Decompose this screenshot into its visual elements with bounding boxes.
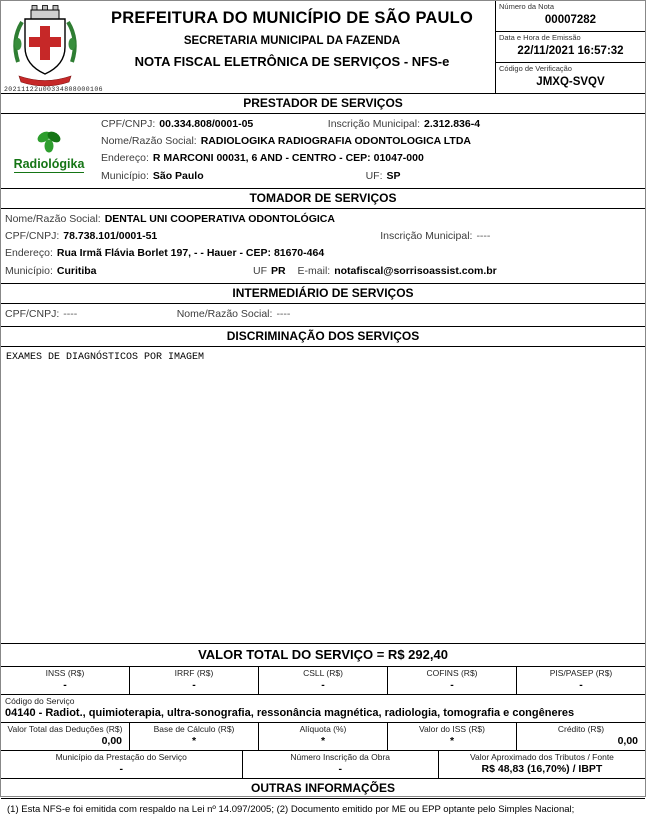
tomador-inscricao-municipal: Inscrição Municipal: ---- [380,230,491,243]
radiologika-logo-text: Radiológika [13,156,85,171]
impostos-table [1,667,645,695]
prestador-razao-social: Nome/Razão Social: RADIOLOGIKA RADIOGRAFIA ODONTOLOGICA LTDA [101,135,471,148]
codigo-verificacao-value: JMXQ-SVQV [536,76,605,88]
prestador-row-endereco [97,150,645,167]
sp-coat-of-arms-icon [1,1,89,93]
credito-cell: Crédito (R$) 0,00 [557,723,638,747]
barcode-text: 20211122u00334808000106 [4,86,103,93]
numero-nota-box [496,1,645,32]
tributos-fonte-cell: Valor Aproximado dos Tributos / Fonte R$ 48,83 (16,70%) / IBPT [469,751,614,775]
tomador-section [1,209,645,283]
prestador-municipio: Município: São Paulo [101,169,204,182]
discriminacao-section-title: DISCRIMINAÇÃO DOS SERVIÇOS [1,326,645,347]
intermediario-section [1,304,645,326]
valor-total-bar: VALOR TOTAL DO SERVIÇO = R$ 292,40 [1,643,645,667]
rodape-table [1,751,645,778]
inscricao-obra-cell: Número Inscrição da Obra - [243,751,439,778]
tomador-email: E-mail: notafiscal@sorrisoassist.com.br [297,264,497,277]
cofins-cell: COFINS (R$) - [388,667,517,694]
base-calculo-cell: Base de Cálculo (R$) * [130,723,259,750]
outras-section-title: OUTRAS INFORMAÇÕES [1,778,645,799]
prestador-endereco: Endereço: R MARCONI 00031, 6 AND - CENTRO - CEP: 01047-000 [101,152,424,165]
deducoes-table [1,723,645,751]
prestador-row-cnpj [97,116,645,133]
codigo-servico-value: 04140 - Radiot., quimioterapia, ultra-sonografia, ressonância magnética, radiologia, tomografia e congêneres [5,706,575,719]
prestador-fields [97,116,645,185]
codigo-verificacao-label: Código de Verificação [499,64,572,73]
intermediario-razao-social: Nome/Razão Social: ---- [176,307,291,320]
tomador-row-cnpj [1,228,645,245]
numero-nota-value: 00007282 [544,14,597,26]
irrf-cell: IRRF (R$) - [130,667,259,694]
prestador-cnpj: CPF/CNPJ: 00.334.808/0001-05 [101,118,254,130]
intermediario-cnpj: CPF/CNPJ: ---- [5,307,78,320]
radiologika-logo-icon [32,128,66,154]
data-emissao-box [496,32,645,63]
valor-iss-cell: Valor do ISS (R$) * [388,723,517,750]
codigo-servico-label: Código do Serviço [5,695,75,706]
tomador-section-title: TOMADOR DE SERVIÇOS [1,188,645,209]
document-title: NOTA FISCAL ELETRÔNICA DE SERVIÇOS - NFS-e [134,54,450,69]
tomador-municipio: Município: Curitiba [5,264,97,277]
header-titles [89,1,495,93]
outras-content: (1) Esta NFS-e foi emitida com respaldo na Lei nº 14.097/2005; (2) Documento emitido por ME ou EPP optante pelo Simples Nacional; [7,803,575,815]
codigo-verificacao-box [496,63,645,93]
header-info-column [495,1,645,93]
tomador-razao-social: Nome/Razão Social: DENTAL UNI COOPERATIVA ODONTOLÓGICA [5,212,335,225]
numero-nota-label: Número da Nota [499,2,555,11]
deducoes-cell: Valor Total das Deduções (R$) 0,00 [1,723,130,750]
prestador-section [1,114,645,188]
tomador-uf: UF PR [253,264,286,277]
data-emissao-label: Data e Hora de Emissão [499,33,581,42]
prestador-section-title: PRESTADOR DE SERVIÇOS [1,93,645,114]
tomador-row-nome [1,211,645,228]
pis-pasep-cell: PIS/PASEP (R$) - [549,667,613,691]
tomador-row-endereco [1,245,645,262]
prestador-uf: UF: SP [365,169,401,182]
prestador-row-municipio [97,168,645,185]
tomador-cnpj: CPF/CNPJ: 78.738.101/0001-51 [5,230,158,243]
intermediario-section-title: INTERMEDIÁRIO DE SERVIÇOS [1,283,645,304]
prestador-inscricao-municipal: Inscrição Municipal: 2.312.836-4 [327,118,481,130]
municipio-prestacao-cell: Município da Prestação do Serviço - [1,751,243,778]
tomador-endereco: Endereço: Rua Irmã Flávia Borlet 197, - - Hauer - CEP: 81670-464 [5,247,325,260]
secretaria-subtitle: SECRETARIA MUNICIPAL DA FAZENDA [183,35,401,47]
aliquota-cell: Alíquota (%) * [259,723,388,750]
prestador-row-nome [97,133,645,150]
inss-cell: INSS (R$) - [1,667,130,694]
codigo-servico-block [1,695,645,723]
prefeitura-title: PREFEITURA DO MUNICÍPIO DE SÃO PAULO [111,9,473,27]
prestador-logo [1,116,97,185]
tomador-row-municipio [1,263,645,280]
csll-cell: CSLL (R$) - [259,667,388,694]
data-emissao-value: 22/11/2021 16:57:32 [517,45,624,57]
discriminacao-content: EXAMES DE DIAGNÓSTICOS POR IMAGEM [6,351,205,363]
header [1,1,645,93]
intermediario-row [1,306,645,323]
